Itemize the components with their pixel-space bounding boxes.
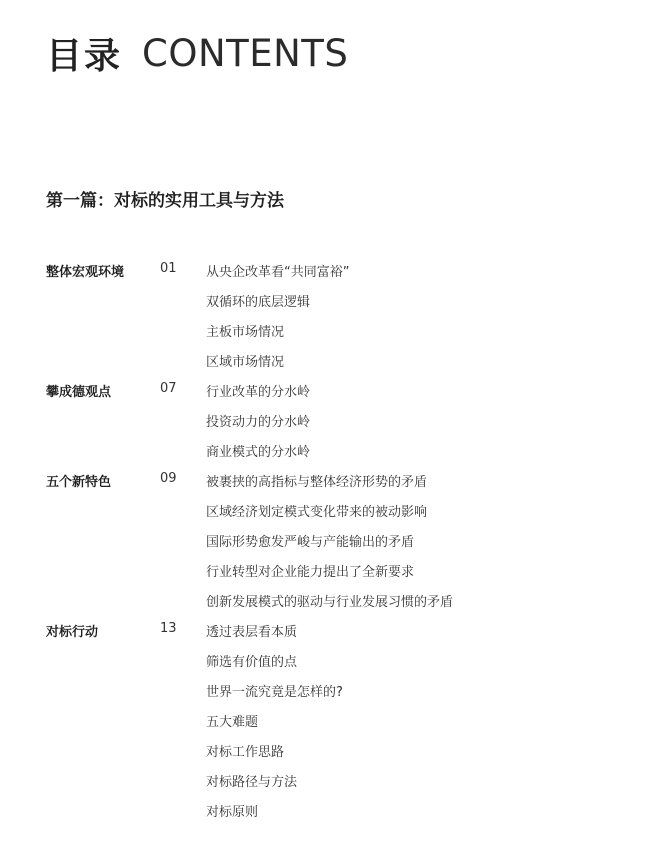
page-title-chinese: 目录 xyxy=(46,35,123,77)
toc-entry: 创新发展模式的驱动与行业发展习惯的矛盾 xyxy=(206,595,454,610)
toc-row xyxy=(0,525,648,555)
toc-row xyxy=(0,255,648,285)
toc-row xyxy=(0,345,648,375)
toc-row xyxy=(0,675,648,705)
toc-section xyxy=(0,465,648,615)
toc-entry: 主板市场情况 xyxy=(206,325,285,340)
toc-section xyxy=(0,375,648,465)
toc-entry: 国际形势愈发严峻与产能输出的矛盾 xyxy=(206,535,415,550)
toc-row xyxy=(0,645,648,675)
toc-entry: 对标路径与方法 xyxy=(206,775,298,790)
toc-row xyxy=(0,315,648,345)
toc-row xyxy=(0,705,648,735)
toc-row xyxy=(0,375,648,405)
section-name: 攀成德观点 xyxy=(46,385,112,400)
toc-section xyxy=(0,615,648,825)
toc-entry: 对标工作思路 xyxy=(206,745,285,760)
section-page-number: 09 xyxy=(160,471,177,486)
toc-row xyxy=(0,615,648,645)
section-page-number: 13 xyxy=(160,621,177,636)
toc-entry: 从央企改革看“共同富裕” xyxy=(206,265,350,280)
toc-row xyxy=(0,405,648,435)
toc-entry: 世界一流究竟是怎样的? xyxy=(206,685,343,700)
part-title: 第一篇：对标的实用工具与方法 xyxy=(46,191,284,211)
toc-entry: 透过表层看本质 xyxy=(206,625,298,640)
toc-entry: 双循环的底层逻辑 xyxy=(206,295,311,310)
toc-entry: 被裹挟的高指标与整体经济形势的矛盾 xyxy=(206,475,428,490)
toc-row xyxy=(0,495,648,525)
toc-entry: 区域经济划定模式变化带来的被动影响 xyxy=(206,505,428,520)
toc-entry: 对标原则 xyxy=(206,805,259,820)
toc-entry: 区域市场情况 xyxy=(206,355,285,370)
toc-row xyxy=(0,555,648,585)
toc-entry: 筛选有价值的点 xyxy=(206,655,298,670)
toc-entry: 五大难题 xyxy=(206,715,259,730)
section-name: 对标行动 xyxy=(46,625,99,640)
contents-header xyxy=(46,30,348,76)
toc-entry: 行业改革的分水岭 xyxy=(206,385,311,400)
section-page-number: 01 xyxy=(160,261,177,276)
section-page-number: 07 xyxy=(160,381,177,396)
toc-row xyxy=(0,735,648,765)
toc-entry: 行业转型对企业能力提出了全新要求 xyxy=(206,565,415,580)
toc-section xyxy=(0,255,648,375)
toc-entry: 投资动力的分水岭 xyxy=(206,415,311,430)
toc-row xyxy=(0,285,648,315)
toc-row xyxy=(0,465,648,495)
toc-row xyxy=(0,765,648,795)
section-name: 五个新特色 xyxy=(46,475,112,490)
toc-row xyxy=(0,435,648,465)
toc-entry: 商业模式的分水岭 xyxy=(206,445,311,460)
page-title-english: CONTENTS xyxy=(142,31,349,75)
section-name: 整体宏观环境 xyxy=(46,265,125,280)
toc-row xyxy=(0,585,648,615)
toc-sections xyxy=(0,255,648,825)
toc-row xyxy=(0,795,648,825)
